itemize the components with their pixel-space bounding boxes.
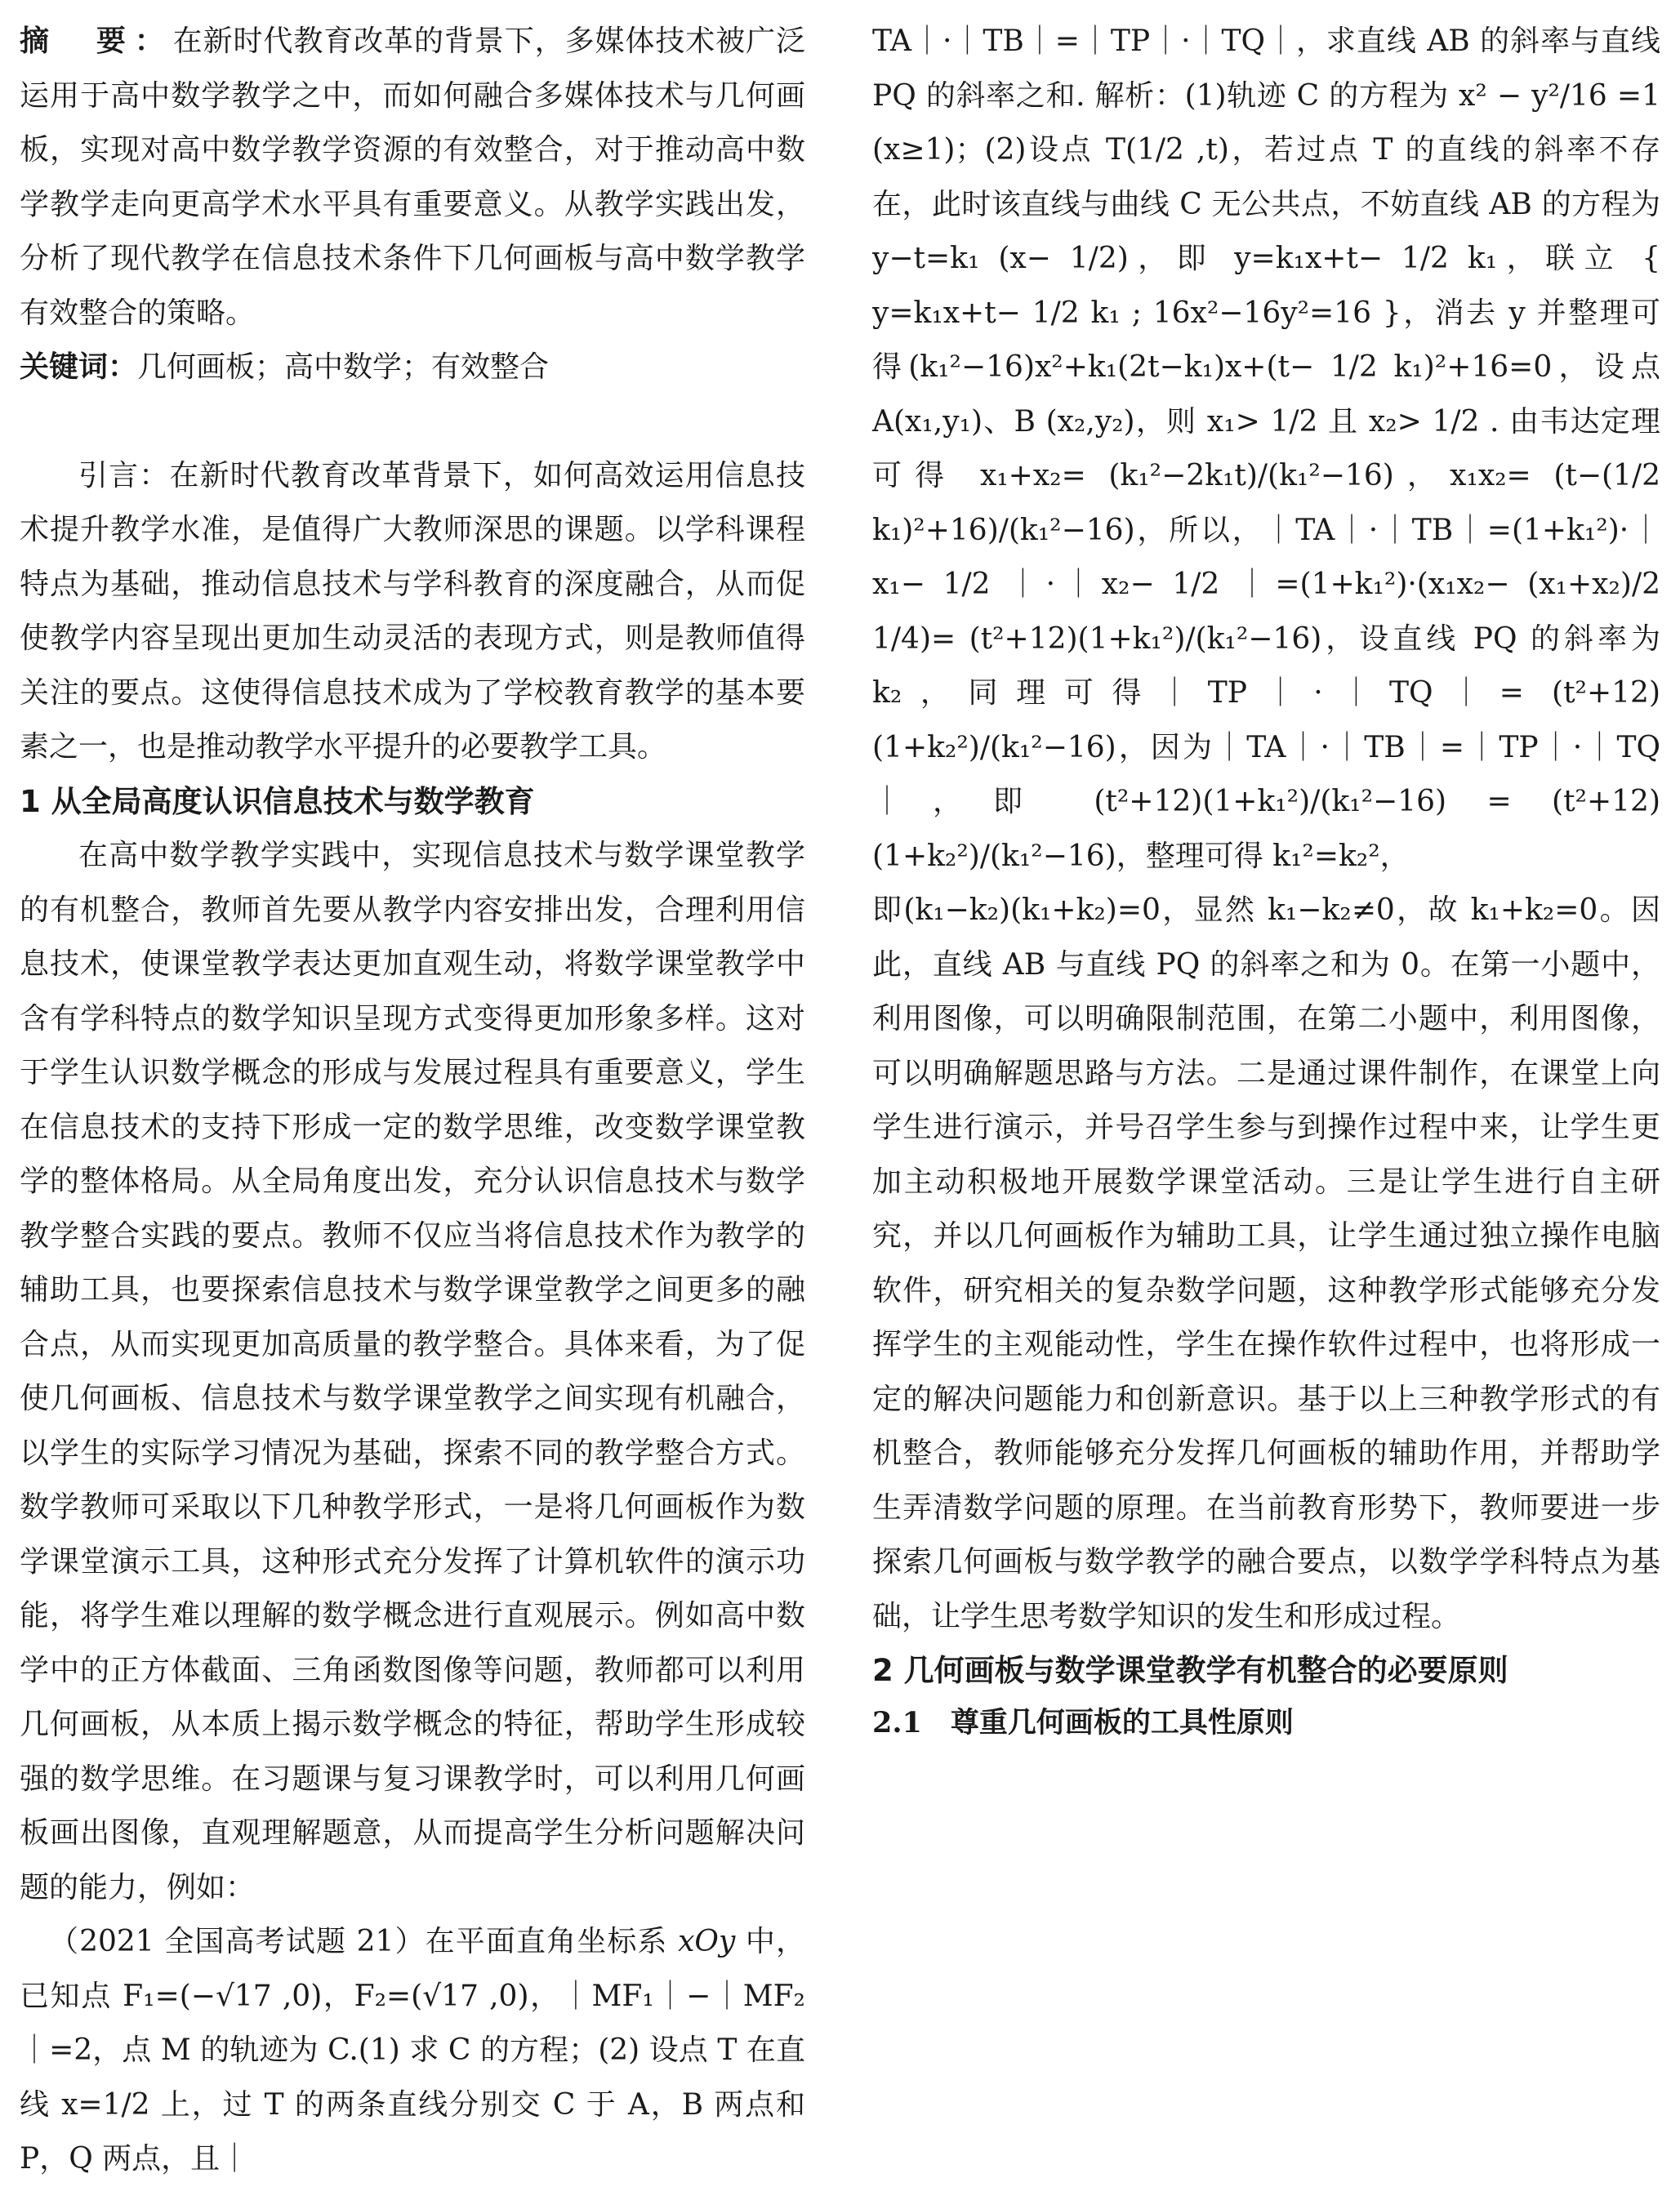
intro-paragraph: 引言：在新时代教育改革背景下，如何高效运用信息技术提升教学水准，是值得广大教师深思的课题。以学科课程特点为基础，推动信息技术与学科教育的深度融合，从而促使教学内容呈现出更加生动灵活的表现方式，则是教师值得关注的要点。这使得信息技术成为了学校教育教学的基本要素之一，也是推动教学水平提升的必要教学工具。 [20, 458, 805, 764]
section-1-heading: 1 从全局高度认识信息技术与数学教育 [20, 783, 535, 819]
exam-problem [20, 1915, 805, 2187]
right-column [872, 15, 1660, 1748]
abstract [20, 15, 805, 341]
abstract-text: 在新时代教育改革的背景下，多媒体技术被广泛运用于高中数学教学之中，而如何融合多媒体技术与几何画板，实现对高中数学教学资源的有效整合，对于推动高中数学教学走向更高学术水平具有重要意义。从教学实践出发，分析了现代教学在信息技术条件下几何画板与高中数学教学有效整合的策略。 [20, 24, 805, 330]
solution-paragraph: TA｜·｜TB｜=｜TP｜·｜TQ｜，求直线 AB 的斜率与直线 PQ 的斜率之和. 解析：(1)轨迹 C 的方程为 x² − y²/16 =1 (x≥1)；(2)设点 T(1/2 ,t)，若过点 T 的直线的斜率不存在，此时该直线与曲线 C 无公共点，不妨直线 AB 的方程为 y−t=k₁ (x− 1/2)，即 y=k₁x+t− 1/2 k₁，联立 { y=k₁x+t− 1/2 k₁ ; 16x²−16y²=16 }，消去 y 并整理可得(k₁²−16)x²+k₁(2t−k₁)x+(t− 1/2 k₁)²+16=0，设点 A(x₁,y₁)、B (x₂,y₂)，则 x₁> 1/2 且 x₂> 1/2 . 由韦达定理可得 x₁+x₂= (k₁²−2k₁t)/(k₁²−16)，x₁x₂= (t−(1/2 k₁)²+16)/(k₁²−16)，所以，｜TA｜·｜TB｜=(1+k₁²)·｜x₁− 1/2 ｜·｜x₂− 1/2 ｜=(1+k₁²)·(x₁x₂− (x₁+x₂)/2 1/4)= (t²+12)(1+k₁²)/(k₁²−16)，设直线 PQ 的斜率为 k₂，同理可得｜TP｜·｜TQ｜= (t²+12)(1+k₂²)/(k₁²−16)，因为｜TA｜·｜TB｜=｜TP｜·｜TQ｜，即 (t²+12)(1+k₁²)/(k₁²−16) = (t²+12)(1+k₂²)/(k₁²−16)，整理可得 k₁²=k₂²， [872, 24, 1660, 873]
section-2-heading: 2 几何画板与数学课堂教学有机整合的必要原则 [872, 1653, 1508, 1688]
keywords-text: 几何画板；高中数学；有效整合 [137, 350, 550, 384]
section-1-paragraph: 在高中数学教学实践中，实现信息技术与数学课堂教学的有机整合，教师首先要从教学内容安排出发，合理利用信息技术，使课堂教学表达更加直观生动，将数学课堂教学中含有学科特点的数学知识呈现方式变得更加形象多样。这对于学生认识数学概念的形成与发展过程具有重要意义，学生在信息技术的支持下形成一定的数学思维，改变数学课堂教学的整体格局。从全局角度出发，充分认识信息技术与数学教学整合实践的要点。教师不仅应当将信息技术作为教学的辅助工具，也要探索信息技术与数学课堂教学之间更多的融合点，从而实现更加高质量的教学整合。具体来看，为了促使几何画板、信息技术与数学课堂教学之间实现有机融合，以学生的实际学习情况为基础，探索不同的教学整合方式。数学教师可采取以下几种教学形式，一是将几何画板作为数学课堂演示工具，这种形式充分发挥了计算机软件的演示功能，将学生难以理解的数学概念进行直观展示。例如高中数学中的正方体截面、三角函数图像等问题，教师都可以利用几何画板，从本质上揭示数学概念的特征，帮助学生形成较强的数学思维。在习题课与复习课教学时，可以利用几何画板画出图像，直观理解题意，从而提高学生分析问题解决问题的能力，例如： [20, 839, 805, 1904]
keywords [20, 341, 805, 395]
conclusion-paragraph: 即(k₁−k₂)(k₁+k₂)=0，显然 k₁−k₂≠0，故 k₁+k₂=0。因此，直线 AB 与直线 PQ 的斜率之和为 0。在第一小题中，利用图像，可以明确限制范围，在第二小题中，利用图像，可以明确解题思路与方法。二是通过课件制作，在课堂上向学生进行演示，并号召学生参与到操作过程中来，让学生更加主动积极地开展数学课堂活动。三是让学生进行自主研究，并以几何画板作为辅助工具，让学生通过独立操作电脑软件，研究相关的复杂数学问题，这种教学形式能够充分发挥学生的主观能动性，学生在操作软件过程中，也将形成一定的解决问题能力和创新意识。基于以上三种教学形式的有机整合，教师能够充分发挥几何画板的辅助作用，并帮助学生弄清数学问题的原理。在当前教育形势下，教师要进一步探索几何画板与数学教学的融合要点，以数学学科特点为基础，让学生思考数学知识的发生和形成过程。 [872, 893, 1660, 1633]
abstract-label: 摘 要： [20, 24, 173, 58]
exam-problem-body: 中，已知点 F₁=(−√17 ,0)，F₂=(√17 ,0)，｜MF₁｜−｜MF₂｜=2，点 M 的轨迹为 C.(1) 求 C 的方程；(2) 设点 T 在直线 x=1/2 上，过 T 的两条直线分别交 C 于 A，B 两点和 P，Q 两点，且｜ [20, 1925, 805, 2176]
coord-system: xOy [678, 1925, 736, 1958]
keywords-label: 关键词： [20, 350, 138, 384]
exam-problem-prefix: （2021 全国高考试题 21）在平面直角坐标系 [49, 1925, 668, 1958]
section-2-1-heading: 2.1 尊重几何画板的工具性原则 [872, 1705, 1294, 1739]
left-column [20, 15, 805, 2187]
spacer [20, 395, 805, 449]
